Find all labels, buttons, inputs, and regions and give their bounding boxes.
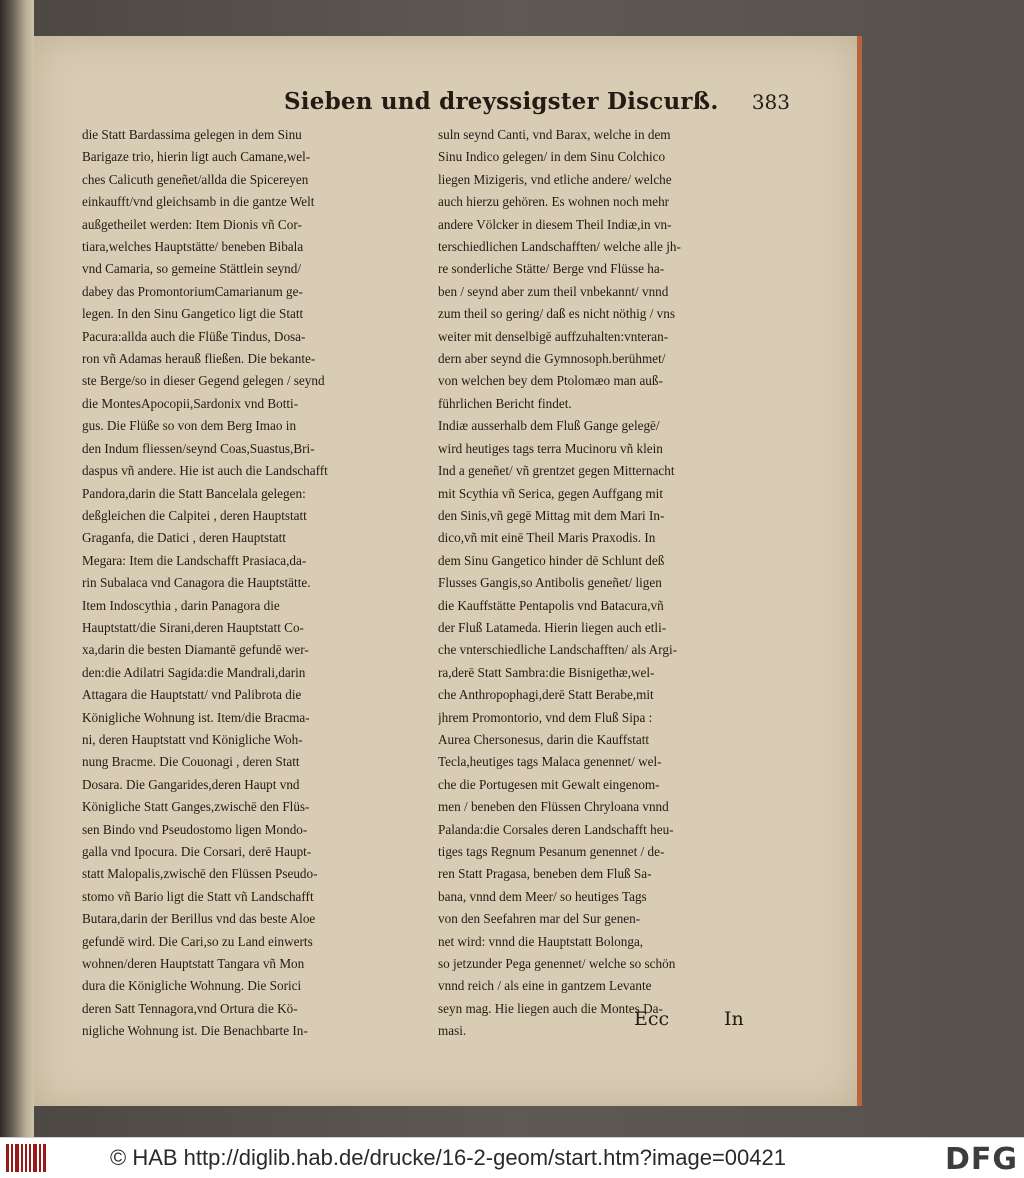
page-edge [857,36,862,1106]
text-line: che Anthropophagi,derē Statt Berabe,mit [438,687,654,703]
text-line: Megara: Item die Landschafft Prasiaca,da- [82,552,307,568]
attribution-bar [0,1137,1024,1178]
text-line: Palanda:die Corsales deren Landschafft heu- [438,821,674,837]
text-line: jhrem Promontorio, vnd dem Fluß Sipa : [438,709,653,725]
scanned-page [34,36,858,1106]
text-line: der Fluß Latameda. Hierin liegen auch etli- [438,619,667,635]
text-line: legen. In den Sinu Gangetico ligt die Statt [82,306,304,322]
text-line: Königliche Wohnung ist. Item/die Bracma- [82,709,310,725]
text-line: die Statt Bardassima gelegen in dem Sinu [82,127,302,142]
hab-logo-icon [6,1144,46,1172]
text-line: Ind a geneñet/ vñ grentzet gegen Mitternacht [438,463,675,479]
text-line: so jetzunder Pega genennet/ welche so schön [438,956,676,972]
text-line: gefundē wird. Die Cari,so zu Land einwerts [82,933,313,949]
text-line: Butara,darin der Berillus vnd das beste Aloe [82,911,316,927]
signature-mark: Ecc [634,1008,670,1030]
text-line: dern aber seynd die Gymnosoph.berühmet/ [438,351,666,367]
catchword: In [724,1008,744,1030]
text-line: zum theil so gering/ daß es nicht nöthig / vns [438,306,675,322]
text-line: die MontesApocopii,Sardonix vnd Botti- [82,395,299,411]
text-line: dabey das PromontoriumCamarianum ge- [82,283,303,299]
text-line: außgetheilet werden: Item Dionis vñ Cor- [82,216,302,232]
book-spine-edge [0,0,34,1137]
left-text-column [82,124,422,1043]
text-line: Flusses Gangis,so Antibolis geneñet/ ligen [438,575,662,591]
text-line: auch hierzu gehören. Es wohnen noch mehr [438,194,670,210]
text-line: von welchen bey dem Ptolomæo man auß- [438,373,663,389]
header-title: Sieben und dreyssigster Discurß. [284,88,719,115]
text-line: den Indum fliessen/seynd Coas,Suastus,Bri- [82,440,315,456]
page-content [74,88,794,1048]
text-line: ben / seynd aber zum theil vnbekannt/ vnnd [438,283,669,299]
text-line: andere Völcker in diesem Theil Indiæ,in vn- [438,216,672,232]
text-line: ni, deren Hauptstatt vnd Königliche Woh- [82,731,303,747]
text-line: wird heutiges tags terra Mucinoru vñ klein [438,440,663,456]
text-line: rin Subalaca vnd Canagora die Hauptstätte. [82,575,311,591]
text-line: statt Malopalis,zwischē den Flüssen Pseudo- [82,866,318,882]
text-line: ste Berge/so in dieser Gegend gelegen / seynd [82,373,325,389]
text-line: tiges tags Regnum Pesanum genennet / de- [438,844,665,859]
running-header [74,88,794,122]
text-line: Item Indoscythia , darin Panagora die [82,597,280,613]
right-text-column [438,124,778,1043]
text-line: Attagara die Hauptstatt/ vnd Palibrota die [82,687,302,703]
text-line: seyn mag. Hie liegen auch die Montes Da- [438,1000,663,1016]
text-line: wohnen/deren Hauptstatt Tangara vñ Mon [82,956,305,972]
text-line: den:die Adilatri Sagida:die Mandrali,darin [82,664,306,680]
text-line: den Sinis,vñ gegē Mittag mit dem Mari In- [438,507,665,523]
text-line: vnd Camaria, so gemeine Stättlein seynd/ [82,261,302,277]
attribution-link[interactable]: © HAB http://diglib.hab.de/drucke/16-2-geom/start.htm?image=00421 [110,1145,786,1170]
text-line: suln seynd Canti, vnd Barax, welche in dem [438,127,671,142]
text-line: Tecla,heutiges tags Malaca genennet/ wel- [438,754,662,770]
text-line: vnnd reich / als eine in gantzem Levante [438,978,652,994]
dfg-logo: DFG [944,1142,1018,1177]
text-line: die Kauffstätte Pentapolis vnd Batacura,vñ [438,597,664,613]
text-line: von den Seefahren mar del Sur genen- [438,911,641,927]
text-line: Pandora,darin die Statt Bancelala gelegen: [82,485,306,501]
text-line: Pacura:allda auch die Flüße Tindus, Dosa- [82,328,306,344]
text-line: Indiæ ausserhalb dem Fluß Gange gelegē/ [438,418,660,434]
text-line: masi. [438,1023,467,1039]
text-line: dico,vñ mit einē Theil Maris Praxodis. In [438,530,656,546]
text-line: Dosara. Die Gangarides,deren Haupt vnd [82,776,300,792]
text-line: Königliche Statt Ganges,zwischē den Flüs- [82,799,310,815]
text-line: nung Bracme. Die Couonagi , deren Statt [82,754,300,770]
text-line: re sonderliche Stätte/ Berge vnd Flüsse ha- [438,261,665,277]
text-line: ron vñ Adamas herauß fließen. Die bekante- [82,351,316,367]
text-line: che vnterschiedliche Landschafften/ als Argi- [438,642,677,658]
text-line: ren Statt Pragasa, beneben dem Fluß Sa- [438,866,652,882]
text-line: einkaufft/vnd gleichsamb in die gantze Welt [82,194,315,210]
text-line: deßgleichen die Calpitei , deren Hauptstatt [82,507,307,523]
text-line: xa,darin die besten Diamantē gefundē wer- [82,642,309,658]
text-line: ra,derē Statt Sambra:die Bisnigethæ,wel- [438,664,655,680]
text-line: tiara,welches Hauptstätte/ beneben Bibala [82,239,304,255]
text-line: gus. Die Flüße so von dem Berg Imao in [82,418,297,434]
text-line: che die Portugesen mit Gewalt eingenom- [438,776,660,792]
text-line: stomo vñ Bario ligt die Statt vñ Landschafft [82,888,314,904]
page-number: 383 [751,90,790,114]
text-line: Aurea Chersonesus, darin die Kauffstatt [438,731,650,747]
text-line: galla vnd Ipocura. Die Corsari, derē Haupt- [82,844,312,859]
text-line: daspus vñ andere. Hie ist auch die Landschafft [82,463,328,479]
text-line: Barigaze trio, hierin ligt auch Camane,wel- [82,149,311,165]
text-line: men / beneben den Flüssen Chryloana vnnd [438,799,669,815]
text-line: net wird: vnnd die Hauptstatt Bolonga, [438,933,644,949]
text-line: weiter mit denselbigē auffzuhalten:vnteran- [438,328,669,344]
text-line: bana, vnnd dem Meer/ so heutiges Tags [438,888,647,904]
text-line: mit Scythia vñ Serica, gegen Auffgang mit [438,485,663,501]
text-line: Sinu Indico gelegen/ in dem Sinu Colchico [438,149,666,165]
text-line: führlichen Bericht findet. [438,395,572,411]
text-line: sen Bindo vnd Pseudostomo ligen Mondo- [82,821,308,837]
text-line: dem Sinu Gangetico hinder dē Schlunt deß [438,552,665,568]
text-line: nigliche Wohnung ist. Die Benachbarte In- [82,1023,308,1039]
page-footer [634,1008,794,1036]
text-line: ches Calicuth geneñet/allda die Spicereyen [82,171,309,187]
text-line: terschiedlichen Landschafften/ welche alle jh- [438,239,681,255]
text-line: deren Satt Tennagora,vnd Ortura die Kö- [82,1000,298,1016]
text-line: liegen Mizigeris, vnd etliche andere/ welche [438,171,672,187]
text-line: dura die Königliche Wohnung. Die Sorici [82,978,302,994]
text-line: Graganfa, die Datici , deren Hauptstatt [82,530,286,546]
text-line: Hauptstatt/die Sirani,deren Hauptstatt Co- [82,619,304,635]
